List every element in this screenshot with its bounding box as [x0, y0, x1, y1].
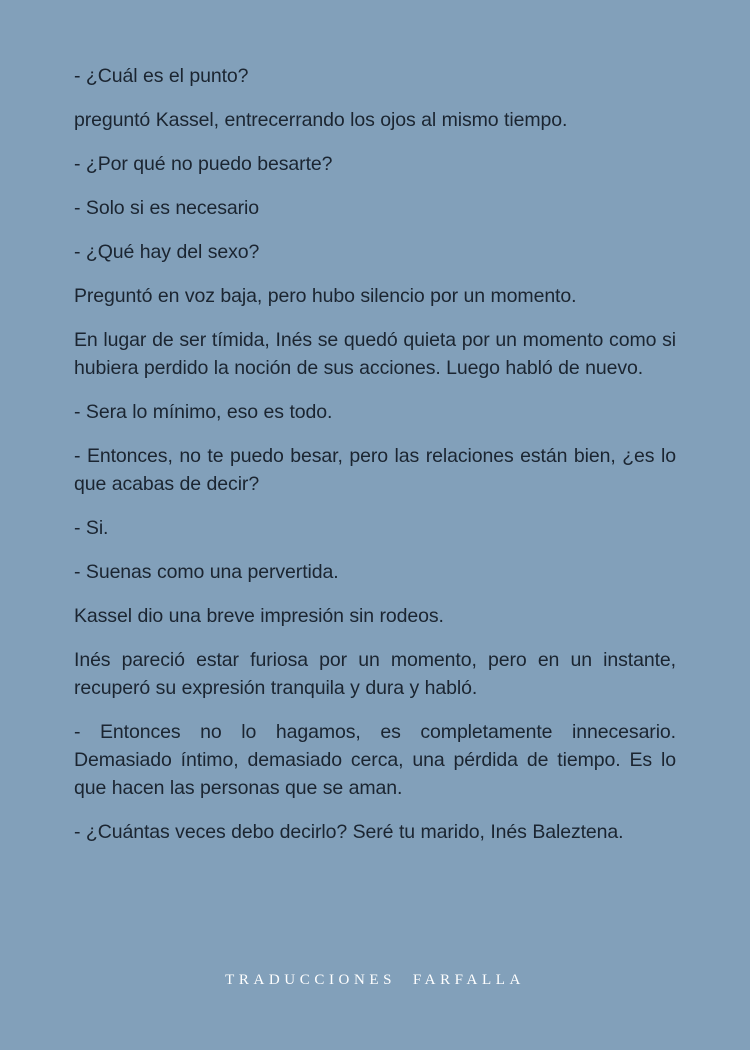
paragraph: - ¿Cuántas veces debo decirlo? Seré tu marido, Inés Baleztena. [74, 821, 624, 843]
paragraph: - ¿Cuál es el punto? [74, 65, 249, 87]
paragraph: - Suenas como una pervertida. [74, 561, 339, 583]
watermark-credit: TRADUCCIONES FARFALLA [225, 972, 525, 988]
paragraph: - ¿Qué hay del sexo? [74, 241, 260, 263]
paragraph: - ¿Por qué no puedo besarte? [74, 153, 333, 175]
paragraph: - Entonces no lo hagamos, es completamente innecesario. Demasiado íntimo, demasiado cerca, una pérdida de tiempo. Es lo que hacen las personas que se aman. [74, 721, 676, 799]
paragraph: - Si. [74, 517, 109, 539]
paragraph: - Sera lo mínimo, eso es todo. [74, 401, 333, 423]
paragraph: Inés pareció estar furiosa por un momento, pero en un instante, recuperó su expresión tranquila y dura y habló. [74, 649, 676, 699]
paragraph: - Solo si es necesario [74, 197, 260, 219]
paragraph: Preguntó en voz baja, pero hubo silencio por un momento. [74, 285, 577, 307]
paragraph: - Entonces, no te puedo besar, pero las relaciones están bien, ¿es lo que acabas de decir? [74, 445, 676, 495]
paragraph: preguntó Kassel, entrecerrando los ojos al mismo tiempo. [74, 109, 568, 131]
paragraph: En lugar de ser tímida, Inés se quedó quieta por un momento como si hubiera perdido la noción de sus acciones. Luego habló de nuevo. [74, 329, 676, 379]
paragraph: Kassel dio una breve impresión sin rodeos. [74, 605, 444, 627]
text-body [74, 62, 676, 862]
